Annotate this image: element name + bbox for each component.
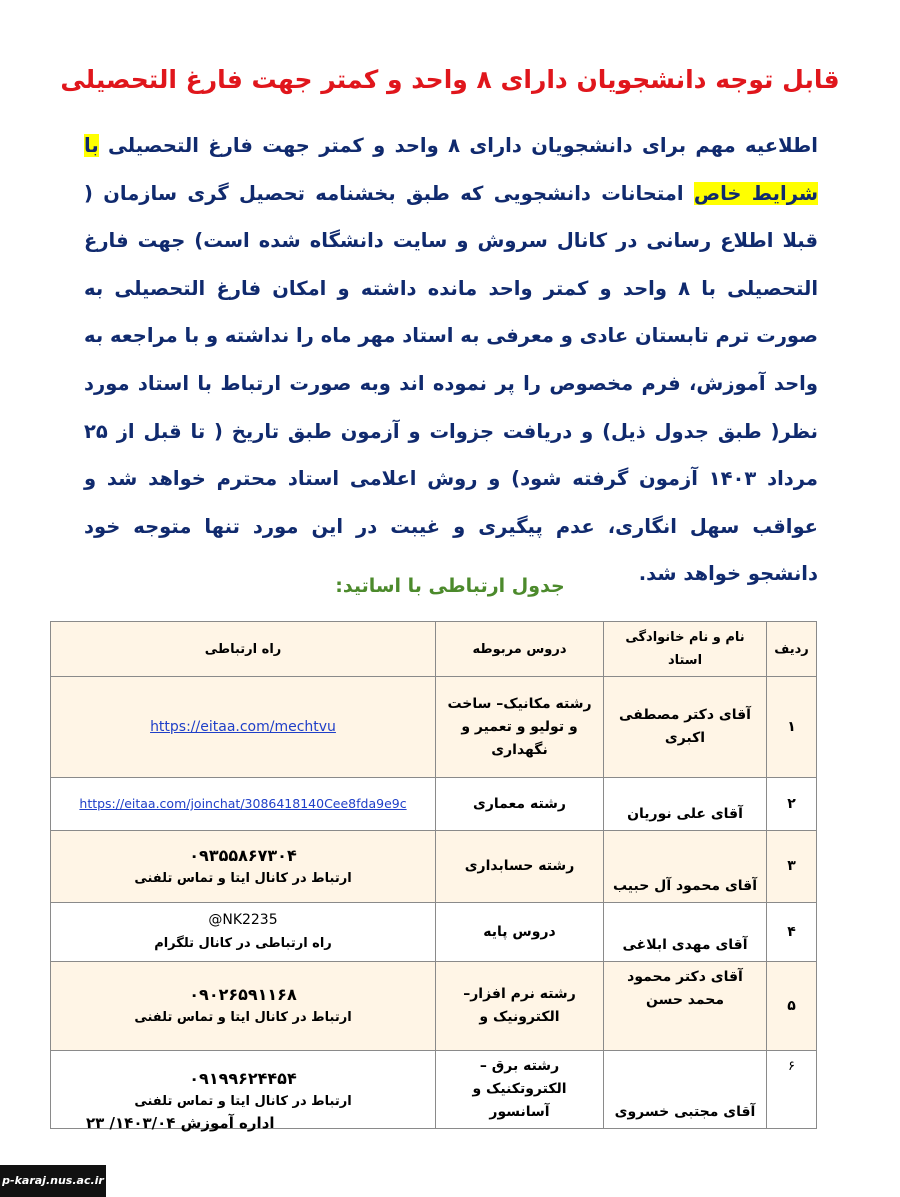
telegram-handle[interactable]: @NK2235 [208,912,278,928]
course-name: رشته نرم افزار– الکترونیک و [436,962,604,1051]
contact-note: راه ارتباطی در کانال تلگرام [154,936,332,951]
course-name: رشته معماری [436,778,604,831]
contact-note: ارتباط در کانال ایتا و تماس تلفنی [134,870,352,886]
contact-cell [51,962,436,1051]
instructor-name: آقای دکتر محمود محمد حسن [604,962,767,1051]
header-contact: راه ارتباطی [51,622,436,677]
office-signature [86,1114,275,1132]
phone-number[interactable]: ۰۹۰۲۶۵۹۱۱۶۸ [189,985,297,1004]
table-row [51,677,817,778]
contact-note: ارتباط در کانال ایتا و تماس تلفنی [134,1010,352,1025]
contact-cell [51,778,436,831]
announcement-highlight: با شرایط خاص [84,134,818,205]
table-title: جدول ارتباطی با اساتید: [335,575,565,597]
table-row [51,903,817,962]
header-course: دروس مربوطه [436,622,604,677]
instructor-name: آقای مجتبی خسروی [604,1051,767,1129]
contacts-table [50,621,817,1129]
office-label: اداره آموزش [180,1114,275,1132]
course-name: دروس پایه [436,903,604,962]
announcement-text [84,122,818,598]
course-name: رشته برق –الکتروتکنیک و آسانسور [436,1051,604,1129]
contact-note: ارتباط در کانال ایتا و تماس تلفنی [134,1093,352,1109]
announcement-part-1: اطلاعیه مهم برای دانشجویان دارای ۸ واحد و کمتر جهت فارغ التحصیلی [98,134,818,157]
row-number: ۲ [767,778,817,831]
row-number: ۳ [767,831,817,903]
contact-cell [51,831,436,903]
page-title: قابل توجه دانشجویان دارای ۸ واحد و کمتر جهت فارغ التحصیلی [60,65,840,94]
announcement-part-2: امتحانات دانشجویی که طبق بخشنامه تحصیل گری سازمان ( قبلا اطلاع رسانی در کانال سروش و سایت دانشگاه شده است) جهت فارغ التحصیلی با ۸ واحد و کمتر واحد مانده داشته و امکان فارغ التحصیلی به صورت ترم تابستان عادی و معرفی به استاد مهر ماه را نداشته و با مراجعه به واحد آموزش، فرم مخصوص را پر نموده اند وبه صورت ارتباط با استاد مورد نظر( طبق جدول ذیل) و دریافت جزوات و آزمون طبق تاریخ ( تا قبل از ۲۵ مرداد ۱۴۰۳ آزمون گرفته شود) و روش اعلامی استاد محترم خواهد شد و عواقب سهل انگاری، عدم پیگیری و غیبت در این مورد تنها متوجه خود دانشجو خواهد شد. [84,181,819,586]
instructor-name: آقای مهدی ابلاغی [604,903,767,962]
instructor-name: آقای دکتر مصطفی اکبری [604,677,767,778]
eitaa-joinchat-link[interactable]: https://eitaa.com/joinchat/3086418140Cee8fda9e9c [79,796,407,811]
phone-number[interactable]: ۰۹۱۹۹۶۲۴۴۵۴ [189,1068,297,1088]
eitaa-link[interactable]: https://eitaa.com/mechtvu [150,718,336,735]
instructor-name: آقای علی نوریان [604,778,767,831]
table-header-row [51,622,817,677]
site-logo-badge[interactable]: p-karaj.nus.ac.ir [0,1165,106,1197]
phone-number[interactable]: ۰۹۳۵۵۸۶۷۳۰۴ [189,845,297,865]
table-row [51,778,817,831]
office-date: ۱۴۰۳/۰۴/ ۲۳ [86,1114,176,1132]
instructor-name: آقای محمود آل حبیب [604,831,767,903]
contact-cell [51,903,436,962]
header-row-number: ردیف [767,622,817,677]
course-name: رشته حسابداری [436,831,604,903]
course-name: رشته مکانیک– ساخت و تولیو و تعمیر و نگهداری [436,677,604,778]
row-number: ۶ [767,1051,817,1129]
row-number: ۵ [767,962,817,1051]
contact-cell [51,677,436,778]
row-number: ۱ [767,677,817,778]
row-number: ۴ [767,903,817,962]
table-row [51,962,817,1051]
header-name: نام و نام خانوادگی استاد [604,622,767,677]
table-row [51,831,817,903]
